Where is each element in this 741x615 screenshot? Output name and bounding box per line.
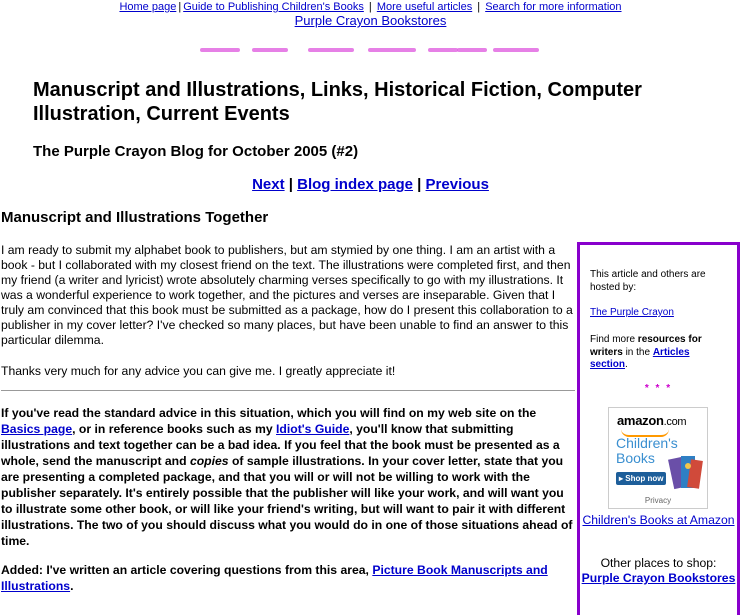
nav-separator: | (474, 1, 484, 13)
resources-mid: in the (622, 346, 653, 358)
shop-now-button[interactable]: ▸ Shop now (616, 472, 666, 485)
amazon-privacy-label: Privacy (644, 496, 672, 505)
sidebar-bookstores-link[interactable]: Purple Crayon Bookstores (581, 571, 736, 585)
next-link[interactable]: Next (252, 176, 285, 193)
bookstores-link[interactable]: Purple Crayon Bookstores (294, 13, 447, 28)
answer-text: , you'll know that submitting illustrations and text together can be a bad idea. If you feel that the book must be presented as a whole, send the manuscript and (1, 422, 560, 468)
basics-page-link[interactable]: Basics page (1, 422, 73, 436)
section-heading: Manuscript and Illustrations Together (1, 209, 269, 226)
sidebar (577, 242, 740, 615)
host-link-row (590, 307, 730, 320)
added-text: Added: I've written an article covering questions from this area, (1, 563, 373, 577)
resources-post: . (625, 359, 628, 370)
nav-articles-link[interactable]: More useful articles (376, 1, 473, 13)
pager-separator: | (288, 176, 293, 193)
amazon-banner-line1: Children's (616, 435, 678, 451)
pager-separator: | (417, 176, 422, 193)
resources-text (590, 334, 730, 372)
stars-divider: * * * (644, 383, 673, 394)
picture-book-article-link[interactable]: Picture Book Manuscripts and Illustrations (1, 563, 548, 593)
other-places-text: Other places to shop: (600, 556, 717, 570)
answer-text: If you've read the standard advice in this situation, which you will find on my web site on the (1, 406, 537, 420)
page-title: Manuscript and Illustrations, Links, Historical Fiction, Computer Illustration, Current Events (33, 79, 642, 125)
idiots-guide-link[interactable]: Idiot's Guide (276, 422, 350, 436)
childrens-books-amazon-link[interactable]: Children's Books at Amazon (582, 513, 735, 527)
answer-text: of sample illustrations. In your cover letter, state that you are presenting a completed package, and that you will or will not be willing to work with the publisher separately. It's entirely possible that the publisher will like your work, and will want you to illustrate some other book, or will like your friend's writing, but will want to pair it with different illustrations. The two of you should discuss what you would do in one of those situations ahead of time. (1, 454, 573, 548)
nav-separator: | (365, 1, 375, 13)
resources-pre: Find more (590, 334, 638, 345)
store-link-row (0, 13, 741, 29)
sidebar-store-row (580, 571, 737, 586)
added-note (1, 562, 577, 594)
answer-text: , or in reference books such as my (72, 422, 277, 436)
nav-home-link[interactable]: Home page (119, 1, 177, 13)
added-text: . (70, 579, 74, 593)
nav-search-link[interactable]: Search for more information (485, 1, 622, 13)
reader-question: I am ready to submit my alphabet book to publishers, but am stymied by one thing. I am an artist with a book - but I collaborated with my closest friend on the text. The illustrations were completed first, and then my friend (a writer and lyricist) wrote absolutely charming verses specifically to go with my illustrations. It was a wonderful experience to work together, and the pictures and verses are inseparable. Given that I truly am convinced that this book must be submitted as a package, how do I present this collaboration to a publisher in my cover letter? I've checked so many places, but have been unable to find an answer to this particular dilemma. (1, 243, 573, 347)
resources-bold: resources for writers (590, 334, 702, 358)
books-stack-icon (667, 452, 703, 492)
reader-thanks: Thanks very much for any advice you can give me. I greatly appreciate it! (1, 364, 396, 378)
amazon-banner[interactable] (608, 407, 708, 509)
hosted-by-text: This article and others are hosted by: (590, 269, 706, 293)
nav-separator: | (178, 1, 182, 13)
amazon-link-row (580, 513, 737, 528)
divider (1, 390, 575, 391)
previous-link[interactable]: Previous (425, 176, 489, 193)
blog-index-link[interactable]: Blog index page (297, 176, 413, 193)
purple-crayon-link[interactable]: The Purple Crayon (590, 307, 674, 318)
blog-subtitle: The Purple Crayon Blog for October 2005 (#2) (33, 143, 359, 160)
answer-paragraph (1, 405, 577, 549)
nav-guide-link[interactable]: Guide to Publishing Children's Books (183, 1, 364, 13)
blog-pager (0, 176, 741, 193)
amazon-banner-line2: Books (616, 450, 655, 466)
amazon-logo: amazon.com (617, 413, 687, 428)
answer-emphasis: copies (189, 454, 229, 468)
articles-section-link[interactable]: Articles section (590, 346, 690, 370)
